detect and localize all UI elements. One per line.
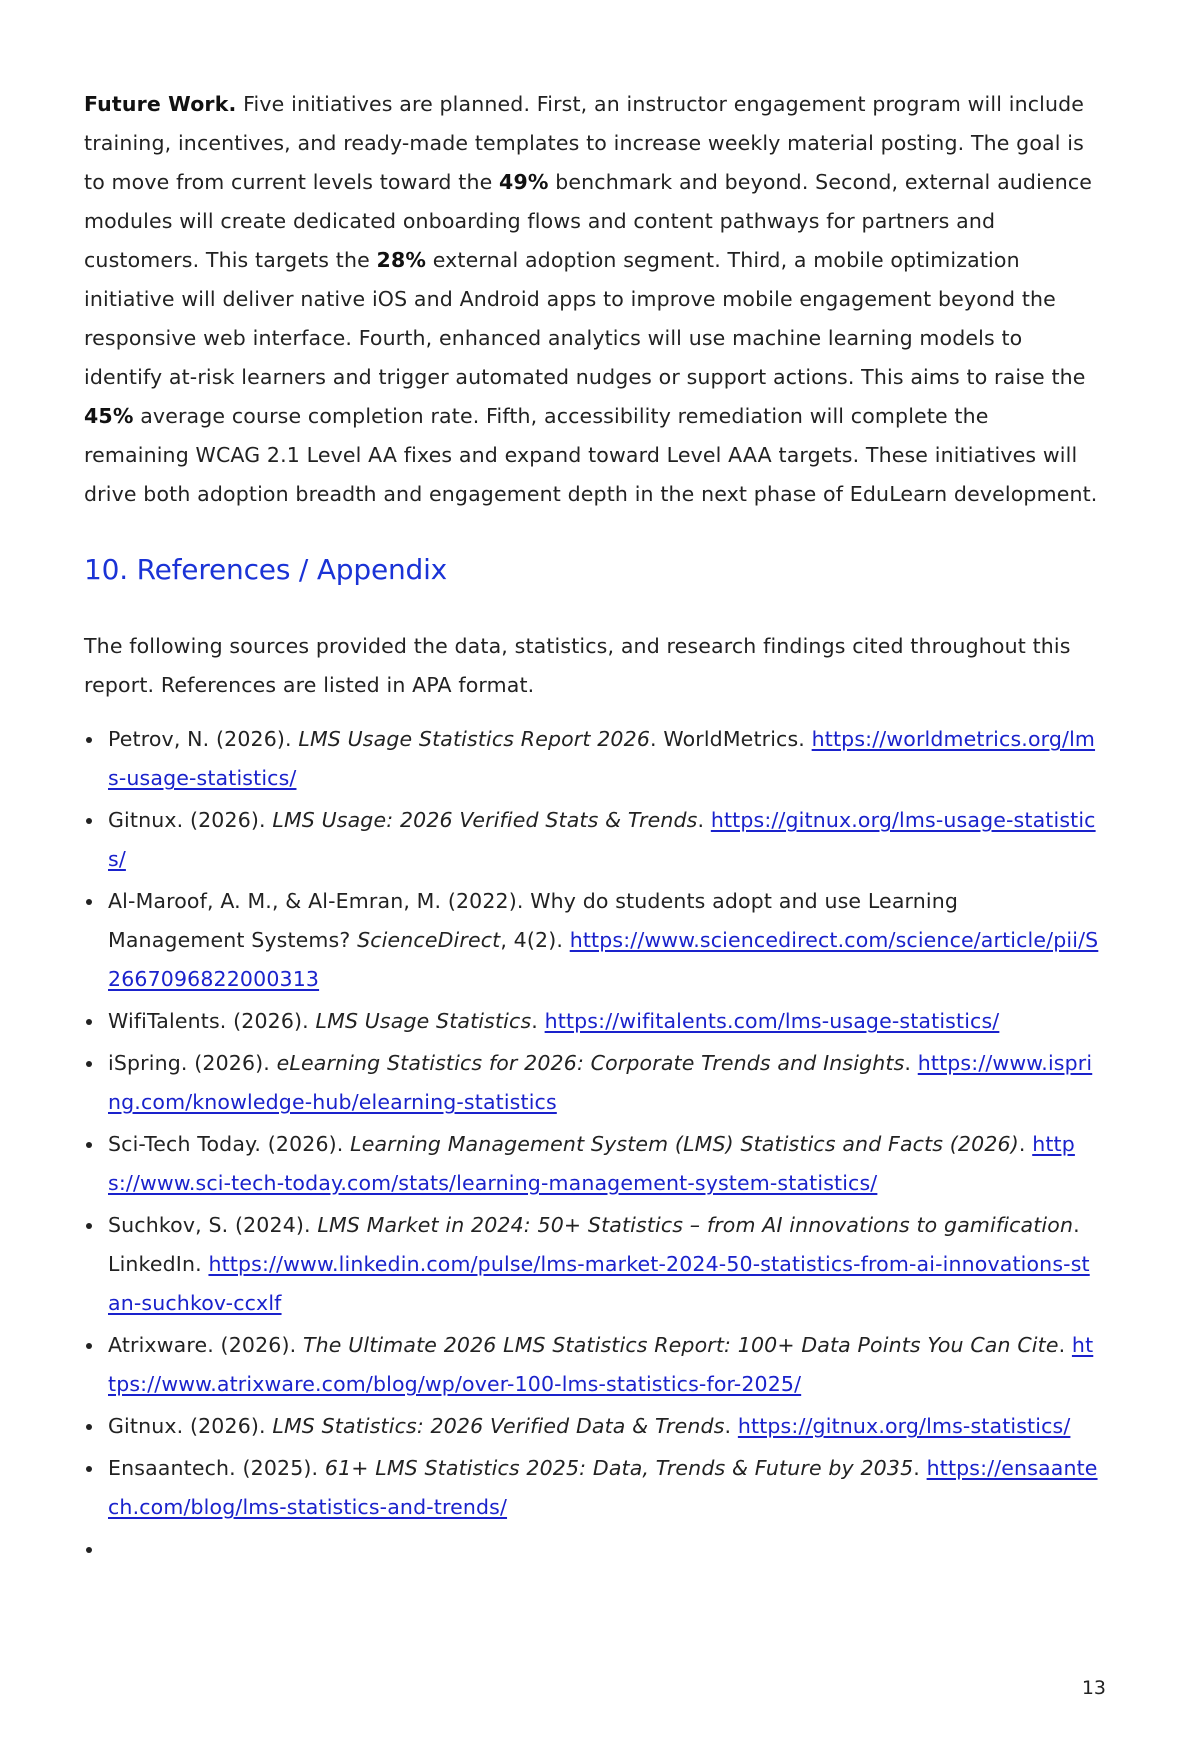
reference-link[interactable]: https://gitnux.org/lms-statistics/ <box>737 1414 1071 1438</box>
future-work-paragraph <box>84 85 1100 514</box>
reference-authors: Atrixware. (2026). <box>108 1333 303 1357</box>
reference-link[interactable]: https://gitnux.org/lms-usage-statistics/ <box>108 808 1096 871</box>
reference-item <box>84 1002 1100 1041</box>
reference-title: LMS Usage: 2026 Verified Stats & Trends <box>272 808 698 832</box>
future-work-label: Future Work. <box>84 92 237 116</box>
reference-title: LMS Statistics: 2026 Verified Data & Trends <box>272 1414 725 1438</box>
reference-authors: Petrov, N. (2026). <box>108 727 299 751</box>
reference-item <box>84 1125 1100 1203</box>
references-list <box>84 720 1100 1527</box>
reference-authors: Ensaantech. (2025). <box>108 1456 325 1480</box>
section-heading: 10. References / Appendix <box>84 553 448 586</box>
reference-source: . <box>724 1414 738 1438</box>
reference-item <box>84 1326 1100 1404</box>
reference-link[interactable]: https://www.ispring.com/knowledge-hub/elearning-statistics <box>108 1051 1093 1114</box>
reference-link[interactable]: https://www.sciencedirect.com/science/article/pii/S2667096822000313 <box>108 928 1099 991</box>
reference-item <box>84 801 1100 879</box>
reference-item <box>84 1449 1100 1527</box>
reference-source: . <box>531 1009 545 1033</box>
reference-link[interactable]: https://worldmetrics.org/lms-usage-statistics/ <box>108 727 1096 790</box>
reference-source: . <box>913 1456 927 1480</box>
reference-authors: Sci-Tech Today. (2026). <box>108 1132 351 1156</box>
reference-source: . LinkedIn. <box>108 1213 1080 1276</box>
reference-source: , 4(2). <box>500 928 570 952</box>
reference-link[interactable]: https://wifitalents.com/lms-usage-statistics/ <box>544 1009 1000 1033</box>
benchmark-49: 49% <box>499 170 549 194</box>
future-work-text-2: benchmark and beyond. Second, external audience modules will create dedicated onboarding flows and content pathways for partners and customers. This targets the <box>84 170 1093 272</box>
reference-item <box>84 720 1100 798</box>
reference-authors: Al-Maroof, A. M., & Al-Emran, M. (2022). Why do students adopt and use Learning Management Systems? <box>108 889 959 952</box>
reference-item <box>84 1044 1100 1122</box>
reference-title: LMS Market in 2024: 50+ Statistics – from AI innovations to gamification <box>317 1213 1074 1237</box>
reference-source: . WorldMetrics. <box>650 727 812 751</box>
reference-title: Learning Management System (LMS) Statistics and Facts (2026) <box>350 1132 1019 1156</box>
reference-source: . <box>1018 1132 1033 1156</box>
reference-link[interactable]: https://ensaantech.com/blog/lms-statistics-and-trends/ <box>108 1456 1098 1519</box>
external-28: 28% <box>376 248 427 272</box>
reference-authors: Gitnux. (2026). <box>108 1414 273 1438</box>
reference-link[interactable]: https://www.linkedin.com/pulse/lms-market-2024-50-statistics-from-ai-innovations-stan-suchkov-ccxlf <box>108 1252 1090 1315</box>
reference-link[interactable]: https://www.sci-tech-today.com/stats/learning-management-system-statistics/ <box>108 1132 1075 1195</box>
reference-item <box>84 1407 1100 1446</box>
reference-title: LMS Usage Statistics <box>315 1009 532 1033</box>
reference-title: eLearning Statistics for 2026: Corporate Trends and Insights <box>276 1051 905 1075</box>
page-number: 13 <box>1081 1677 1106 1699</box>
reference-title: 61+ LMS Statistics 2025: Data, Trends & Future by 2035 <box>324 1456 914 1480</box>
reference-title: The Ultimate 2026 LMS Statistics Report: 100+ Data Points You Can Cite <box>302 1333 1059 1357</box>
reference-source: . <box>904 1051 918 1075</box>
future-work-text-1: Five initiatives are planned. First, an instructor engagement program will include training, incentives, and ready-made templates to increase weekly material posting. The goal is to move from current levels toward the <box>84 92 1085 194</box>
reference-authors: iSpring. (2026). <box>108 1051 277 1075</box>
reference-authors: WifiTalents. (2026). <box>108 1009 316 1033</box>
future-work-text-3: external adoption segment. Third, a mobile optimization initiative will deliver native iOS and Android apps to improve mobile engagement beyond the responsive web interface. Fourth, enhanced analytics will use machine learning models to identify at-risk learners and trigger automated nudges or support actions. This aims to raise the <box>84 248 1086 389</box>
completion-45: 45% <box>84 404 134 428</box>
reference-link[interactable]: https://www.atrixware.com/blog/wp/over-100-lms-statistics-for-2025/ <box>108 1333 1094 1396</box>
section-intro: The following sources provided the data, statistics, and research findings cited throughout this report. References are listed in APA format. <box>84 634 1071 697</box>
reference-authors: Suchkov, S. (2024). <box>108 1213 318 1237</box>
reference-title: LMS Usage Statistics Report 2026 <box>298 727 651 751</box>
future-work-text-4: average course completion rate. Fifth, accessibility remediation will complete the remaining WCAG 2.1 Level AA fixes and expand toward Level AAA targets. These initiatives will drive both adoption breadth and engagement depth in the next phase of EduLearn development. <box>84 404 1098 506</box>
reference-item <box>84 882 1100 999</box>
reference-source: . <box>1058 1333 1072 1357</box>
reference-source: . <box>697 808 711 832</box>
reference-authors: Gitnux. (2026). <box>108 808 273 832</box>
reference-title: ScienceDirect <box>357 928 501 952</box>
reference-item <box>84 1206 1100 1323</box>
